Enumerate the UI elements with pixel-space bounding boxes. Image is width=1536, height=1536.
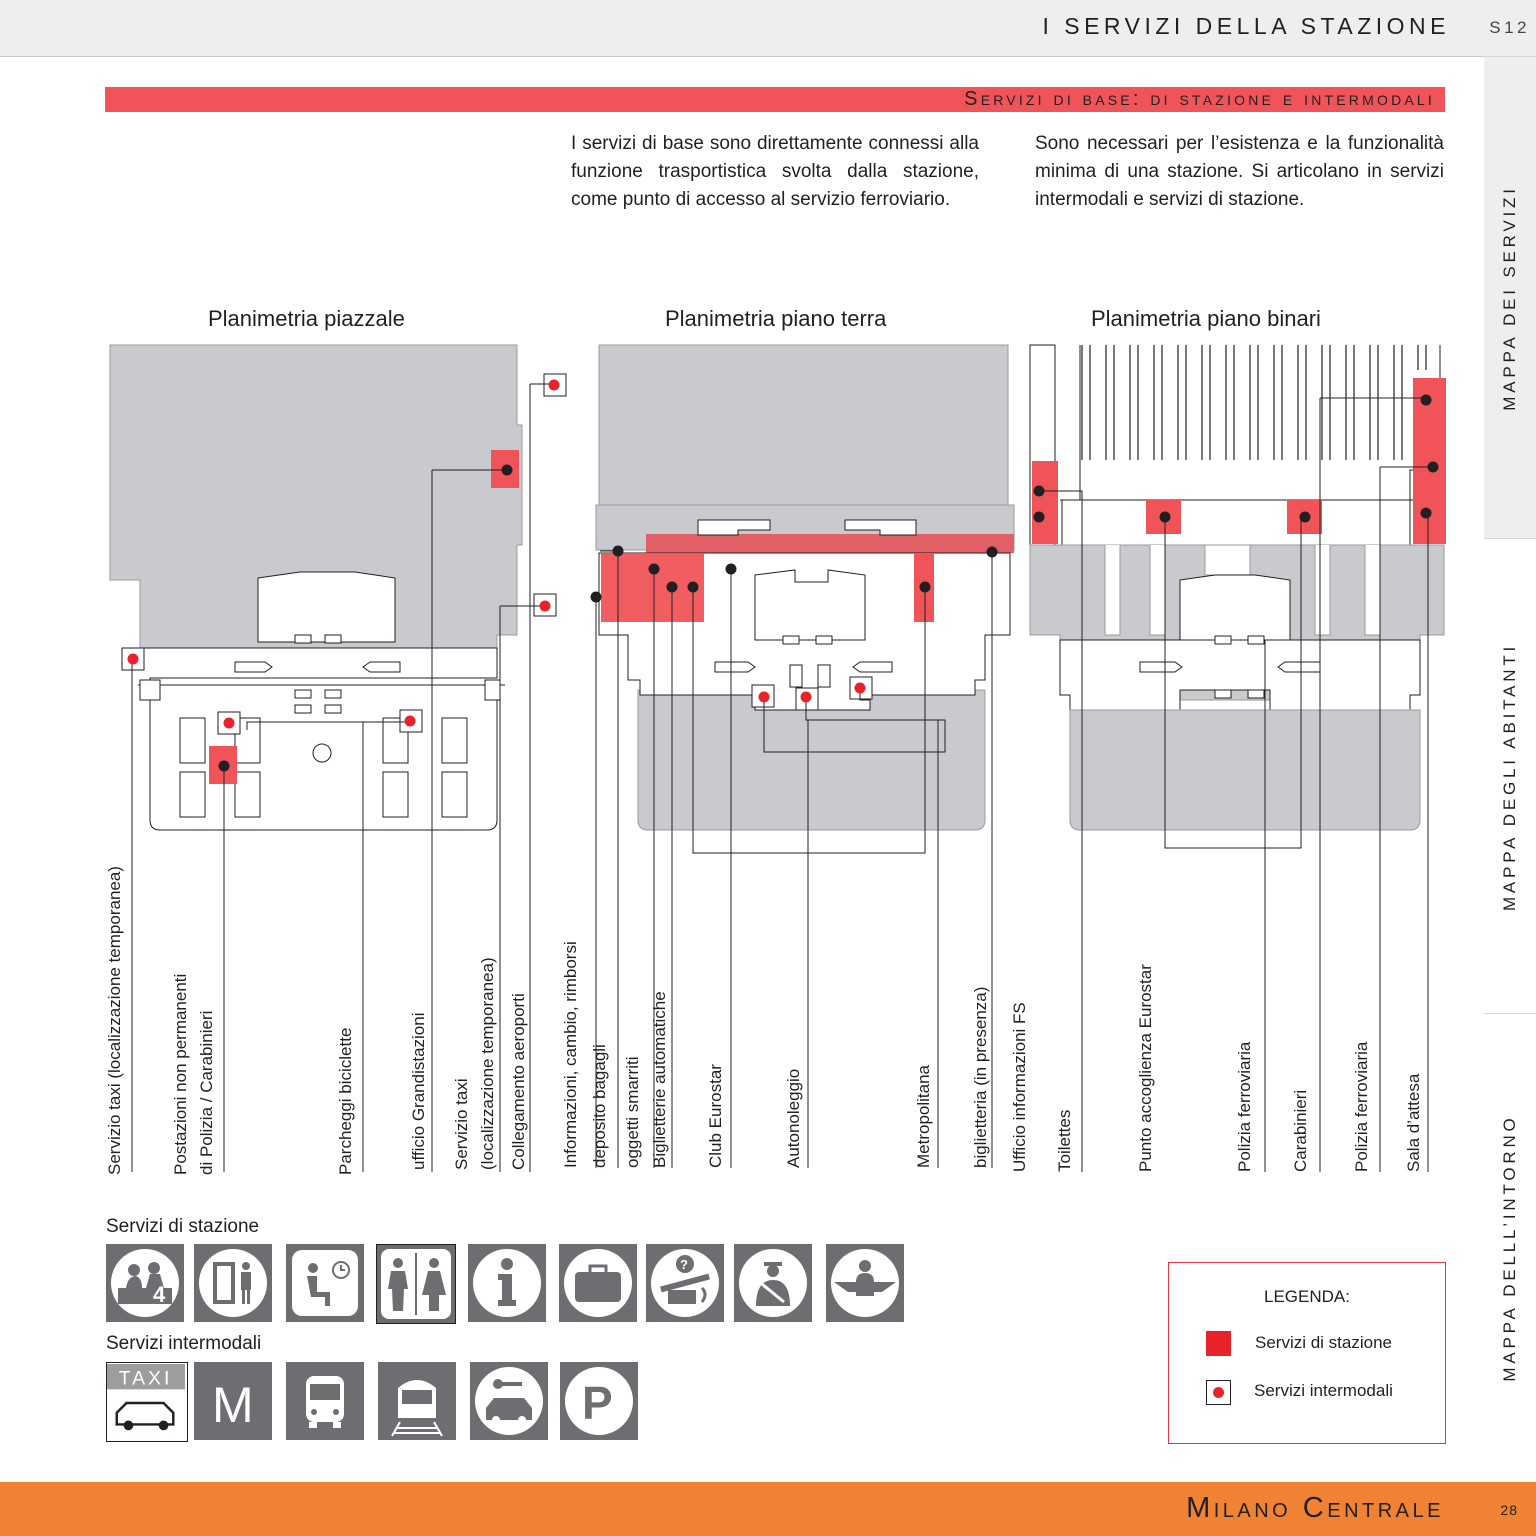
binari-lower — [1070, 710, 1420, 830]
toilet-room-icon — [194, 1244, 272, 1322]
header-title: I SERVIZI DELLA STAZIONE — [1042, 13, 1450, 39]
bus-icon — [286, 1362, 364, 1440]
information-icon — [468, 1244, 546, 1322]
label-servizi-stazione: Servizi di stazione — [106, 1216, 260, 1237]
label-biglietterie-automatiche: Biglietterie automatiche — [650, 991, 669, 1168]
label-punto-accoglienza: Punto accoglienza Eurostar — [1136, 964, 1155, 1172]
toilets-icon — [376, 1244, 456, 1324]
svg-text:TAXI: TAXI — [118, 1367, 173, 1390]
legend-item-intermodal: Servizi intermodali — [1254, 1381, 1393, 1400]
label-informazioni: Informazioni, cambio, rimborsi — [561, 941, 580, 1168]
label-collegamento-aeroporti: Collegamento aeroporti — [509, 993, 528, 1170]
svg-text:P: P — [582, 1377, 613, 1429]
ticket-office-icon — [826, 1244, 904, 1322]
train-icon — [378, 1362, 456, 1440]
tab-label: MAPPA DEI SERVIZI — [1500, 185, 1519, 411]
footer-title: Milano Centrale — [1186, 1492, 1444, 1524]
page-number: 28 — [1500, 1502, 1518, 1518]
police-icon — [734, 1244, 812, 1322]
label-club-eurostar: Club Eurostar — [706, 1064, 725, 1168]
label-parcheggi-biciclette: Parcheggi biciclette — [336, 1027, 355, 1175]
intro-paragraph-2: Sono necessari per l’esistenza e la funzionalità minima di una stazione. Si articolano in servizi intermodali e servizi di stazione. — [1035, 133, 1444, 210]
page-footer — [0, 1482, 1536, 1536]
label-ufficio-informazioni-fs: Ufficio informazioni FS — [1010, 1002, 1029, 1172]
plan-title-piano-terra: Planimetria piano terra — [665, 306, 887, 331]
plan-title-piazzale: Planimetria piazzale — [208, 306, 405, 331]
svg-text:4: 4 — [153, 1282, 166, 1307]
section-title: Servizi di base: di stazione e intermodali — [964, 88, 1435, 110]
label-deposito-bagagli: deposito bagagli — [590, 1044, 609, 1168]
label-servizi-intermodali: Servizi intermodali — [106, 1333, 262, 1354]
header-code: S12 — [1489, 18, 1530, 37]
tab-label: MAPPA DELLL’INTORNO — [1500, 1114, 1519, 1382]
side-tabs — [1484, 56, 1536, 1481]
piazzale-front-block — [258, 572, 395, 642]
label-servizio-taxi: Servizio taxi (localizzazione temporanea) — [105, 866, 124, 1175]
terra-lower — [638, 690, 985, 830]
legend — [1168, 1262, 1446, 1444]
label-biglietteria-presenza: biglietteria (in presenza) — [971, 986, 990, 1168]
binari-hall — [1060, 640, 1420, 712]
label-servizio-taxi-2a: Servizio taxi — [452, 1078, 471, 1170]
label-metropolitana: Metropolitana — [914, 1064, 933, 1168]
svg-text:M: M — [212, 1377, 254, 1433]
label-toilettes: Toilettes — [1055, 1109, 1074, 1172]
label-polizia-ferroviaria-2: Polizia ferroviaria — [1352, 1041, 1371, 1172]
legend-swatch-station — [1206, 1331, 1231, 1356]
waiting-room-icon — [286, 1244, 364, 1322]
red-dot-icon — [1213, 1387, 1224, 1398]
tab-mappa-dell-intorno[interactable] — [1484, 1013, 1536, 1482]
label-postazioni-polizia-1: Postazioni non permanenti — [171, 973, 190, 1175]
svg-text:?: ? — [680, 1257, 688, 1272]
label-autonoleggio: Autonoleggio — [784, 1068, 803, 1168]
legend-title: LEGENDA: — [1264, 1287, 1350, 1306]
club-icon — [106, 1244, 184, 1322]
tab-mappa-dei-servizi[interactable] — [1484, 56, 1536, 539]
tab-mappa-degli-abitanti[interactable] — [1484, 538, 1536, 1014]
tab-label: MAPPA DEGLI ABITANTI — [1500, 642, 1519, 911]
label-carabinieri: Carabinieri — [1291, 1089, 1310, 1172]
intro-paragraph-1: I servizi di base sono direttamente connessi alla funzione trasportistica svolta dalla stazione, come punto di accesso al servizio ferroviario. — [571, 133, 979, 210]
parking-icon — [560, 1362, 638, 1440]
legend-item-station: Servizi di stazione — [1255, 1333, 1393, 1352]
label-postazioni-polizia-2: di Polizia / Carabinieri — [197, 1010, 216, 1175]
plan-title-piano-binari: Planimetria piano binari — [1091, 306, 1321, 331]
label-sala-attesa: Sala d’attesa — [1404, 1073, 1423, 1172]
luggage-icon — [559, 1244, 637, 1322]
label-ufficio-grandistazioni: ufficio Grandistazioni — [409, 1012, 428, 1170]
lost-property-icon — [646, 1244, 724, 1322]
legend-swatch-intermodal — [1206, 1380, 1231, 1405]
label-oggetti-smarriti: oggetti smarriti — [623, 1056, 642, 1168]
taxi-icon — [106, 1362, 188, 1442]
label-polizia-ferroviaria-1: Polizia ferroviaria — [1235, 1041, 1254, 1172]
label-servizio-taxi-2b: (localizzazione temporanea) — [478, 957, 497, 1170]
car-rental-icon — [470, 1362, 548, 1440]
metro-icon — [194, 1362, 272, 1440]
